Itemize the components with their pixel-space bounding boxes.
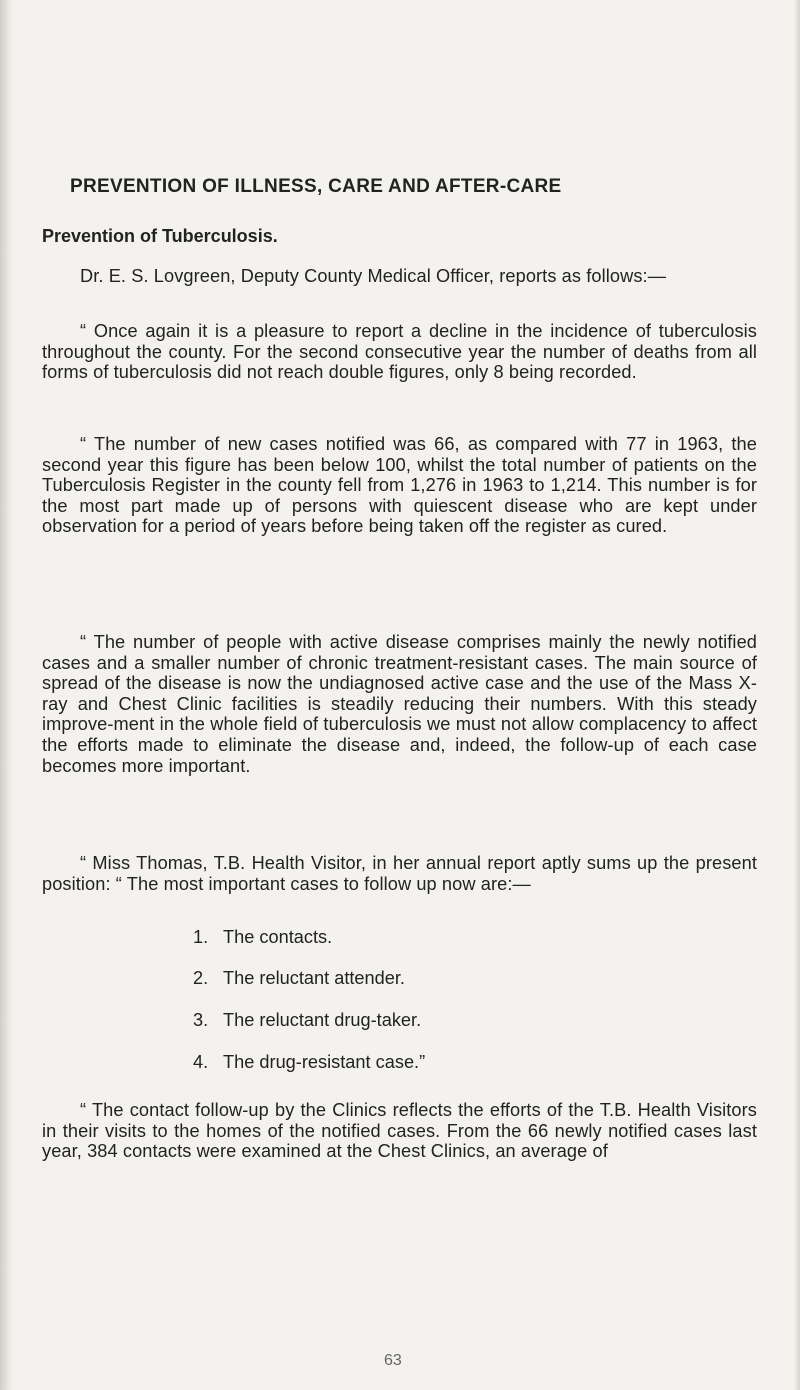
list-item [193, 968, 405, 989]
subsection-heading: Prevention of Tuberculosis. [42, 226, 278, 246]
list-item [193, 1052, 425, 1073]
list-text: The reluctant attender. [223, 968, 405, 988]
list-text: The drug-resistant case.” [223, 1052, 426, 1072]
list-number: 2. [193, 968, 209, 988]
section-heading: PREVENTION OF ILLNESS, CARE AND AFTER-CARE [70, 176, 562, 197]
list-number: 4. [193, 1052, 209, 1072]
paragraph-intro: Dr. E. S. Lovgreen, Deputy County Medical Officer, reports as follows:— [80, 266, 666, 286]
page-shadow-left [0, 0, 14, 1390]
paragraph-decline: “ Once again it is a pleasure to report a decline in the incidence of tuberculosis throughout the county. For the second consecutive year the number of deaths from all forms of tuberculosis did not reach double figures, only 8 being recorded. [42, 321, 757, 383]
paragraph-new-cases: “ The number of new cases notified was 66, as compared with 77 in 1963, the second year this figure has been below 100, whilst the total number of patients on the Tuberculosis Register in the county fell from 1,276 in 1963 to 1,214. This number is for the most part made up of persons with quiescent disease who are kept under observation for a period of years before being taken off the register as cured. [42, 434, 757, 537]
paragraph-health-visitor: “ Miss Thomas, T.B. Health Visitor, in her annual report aptly sums up the present position: “ The most important cases to follow up now are:— [42, 853, 757, 894]
list-text: The reluctant drug-taker. [223, 1010, 422, 1030]
paragraph-active-disease: “ The number of people with active disease comprises mainly the newly notified cases and a smaller number of chronic treatment-resistant cases. The main source of spread of the disease is now the undiagnosed active case and the use of the Mass X-ray and Chest Clinic facilities is steadily reducing their numbers. With this steady improve-ment in the whole field of tuberculosis we must not allow complacency to affect the efforts made to eliminate the disease and, indeed, the follow-up of each case becomes more important. [42, 632, 757, 776]
list-number: 3. [193, 1010, 209, 1030]
paragraph-contact-follow-up: “ The contact follow-up by the Clinics reflects the efforts of the T.B. Health Visitors in their visits to the homes of the notified cases. From the 66 newly notified cases last year, 384 contacts were examined at the Chest Clinics, an average of [42, 1100, 757, 1162]
page-number: 63 [384, 1352, 402, 1369]
list-number: 1. [193, 927, 209, 947]
list-item [193, 927, 332, 948]
list-text: The contacts. [223, 927, 333, 947]
page-shadow-right [794, 0, 800, 1390]
list-item [193, 1010, 421, 1031]
